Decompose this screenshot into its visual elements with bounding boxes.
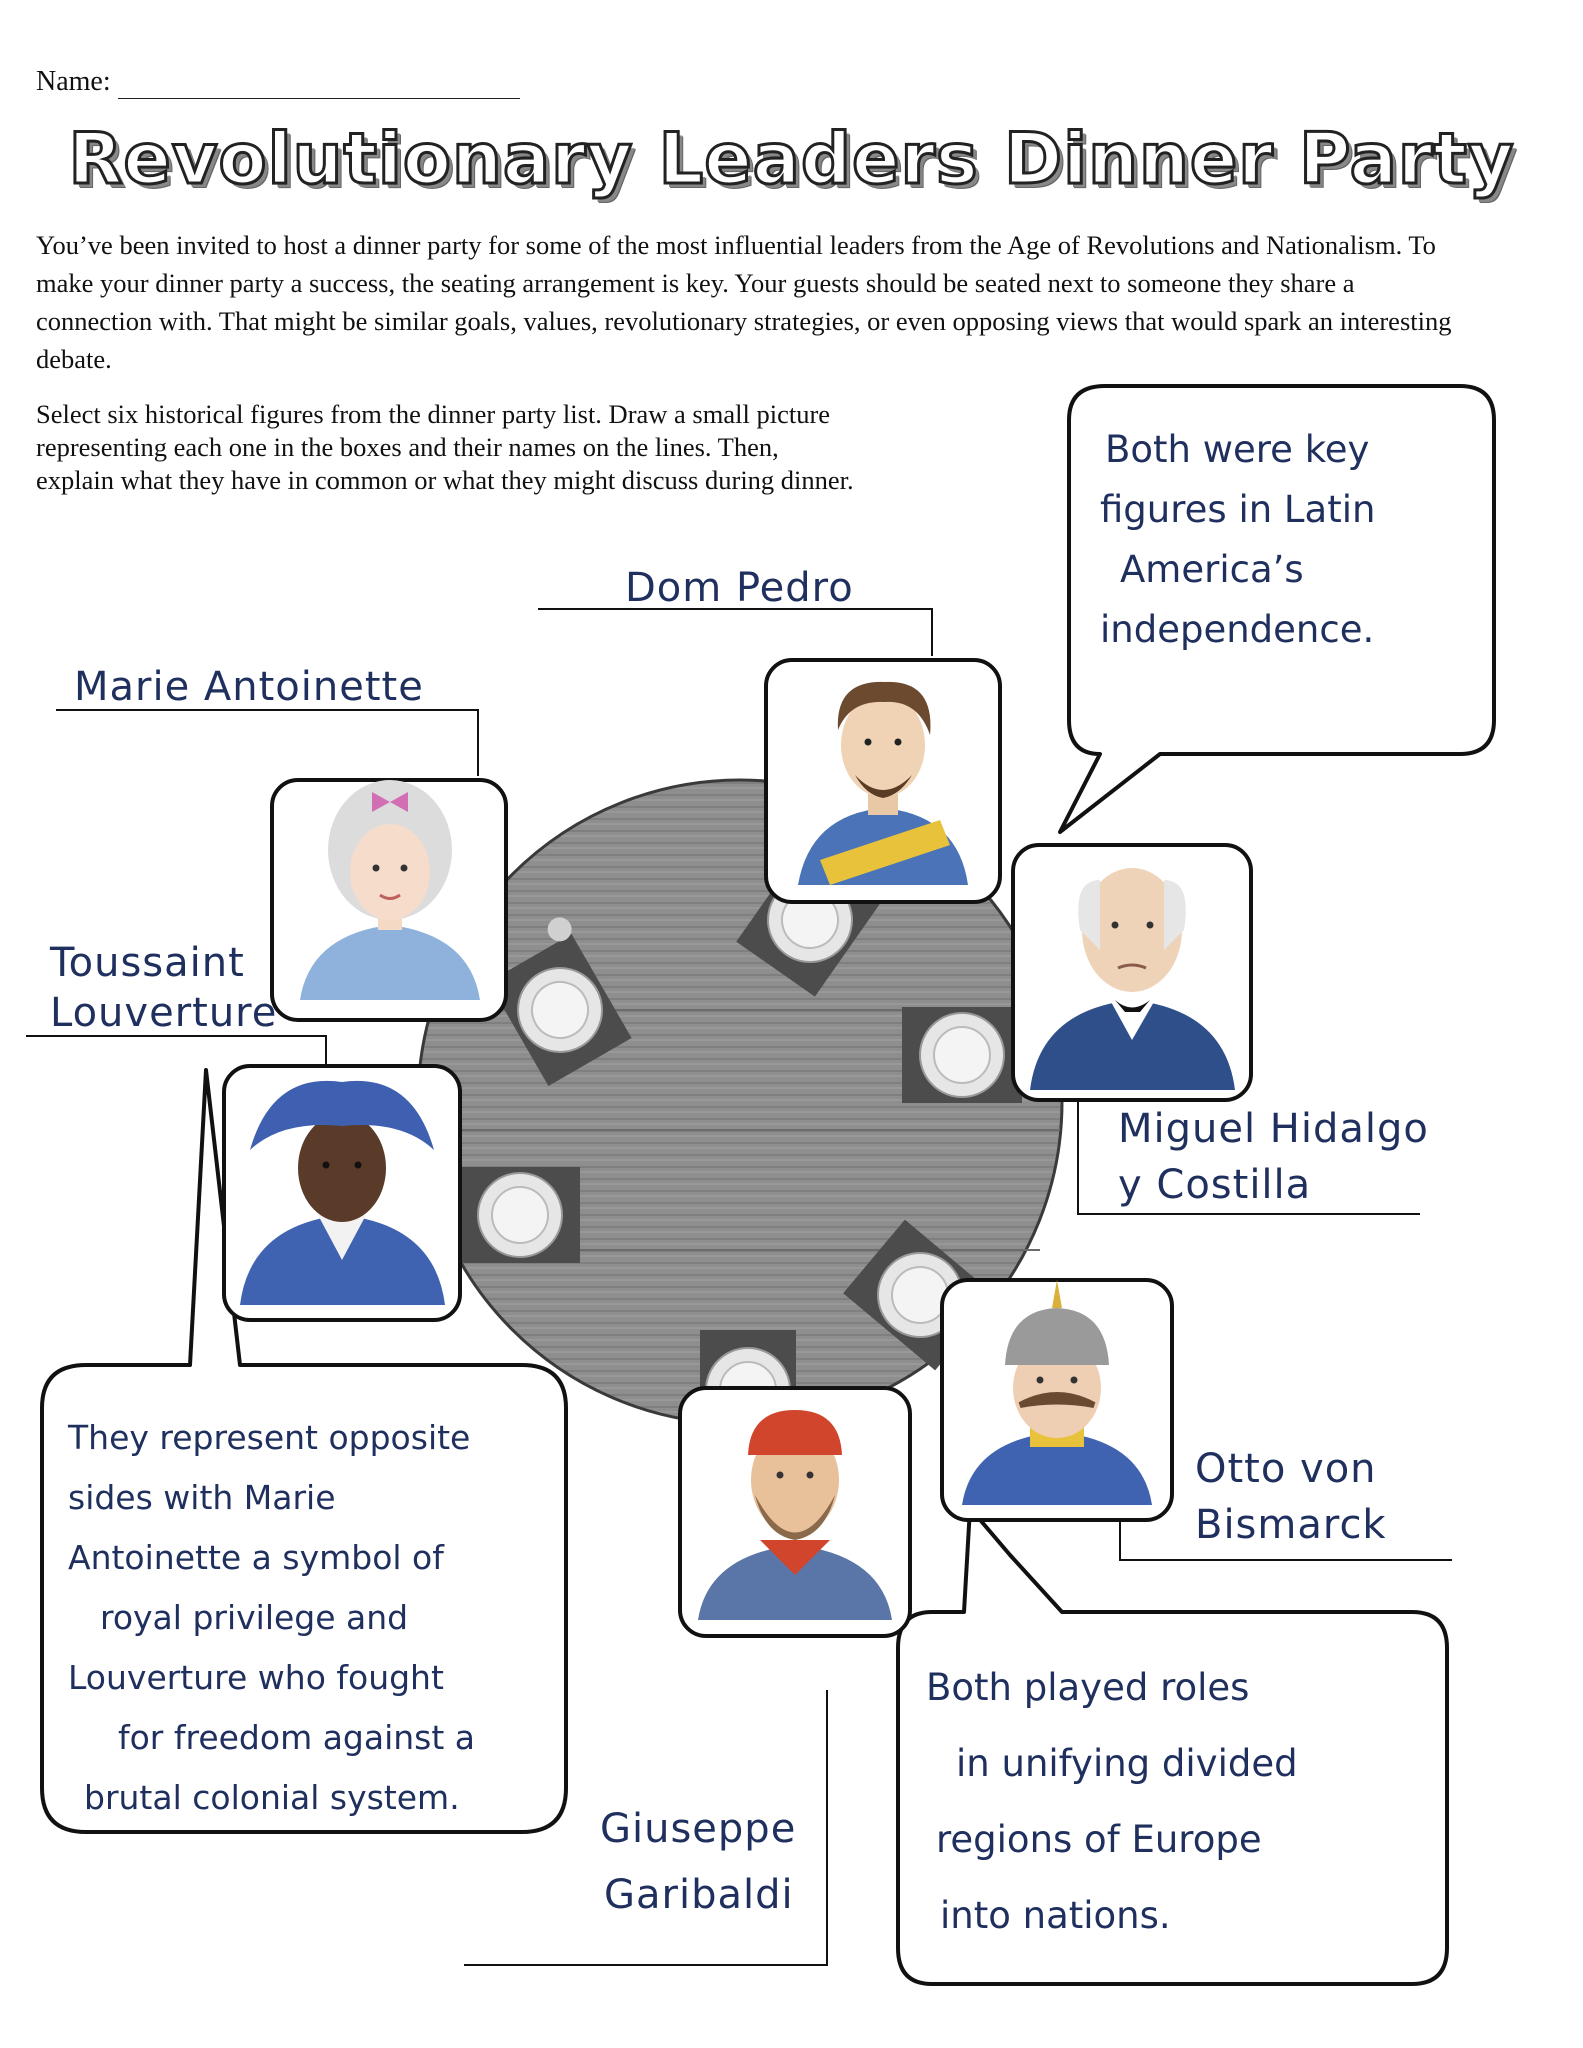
bubble-line: in unifying divided [956,1742,1298,1785]
guest-name-garibaldi-line2: Garibaldi [604,1872,794,1918]
bubble-line: Both played roles [926,1666,1250,1709]
bubble-latin-america-text [1100,420,1480,660]
guest-name-toussaint-line2: Louverture [50,990,278,1036]
guest-name-marie-antoinette: Marie Antoinette [74,664,424,710]
page-title: Revolutionary Leaders Dinner Party [68,118,1515,200]
bubble-opposites-text [68,1408,558,1828]
bubble-line: They represent opposite [68,1418,471,1457]
guest-name-bismarck-line1: Otto von [1195,1446,1377,1492]
bubble-line: into nations. [940,1894,1171,1937]
portrait-marie-antoinette[interactable] [272,780,506,1020]
place-setting-3 [902,1007,1022,1103]
marie-name-line[interactable] [56,710,478,776]
toussaint-name-line[interactable] [26,1036,326,1068]
intro-paragraph: You’ve been invited to host a dinner party for some of the most influential leaders from the Age of Revolutions and Nationalism. To make your dinner party a success, the seating arrangement is key. Your guests should be seated next to someone they share a connection with. That might be similar goals, values, revolutionary strategies, or even opposing views that would spark an interesting debate. [36,230,1452,374]
name-label: Name: [36,66,111,97]
portrait-toussaint-louverture[interactable] [224,1066,460,1320]
guest-name-toussaint-line1: Toussaint [50,940,245,986]
guest-name-bismarck-line2: Bismarck [1195,1502,1387,1548]
bubble-line: America’s [1120,548,1304,591]
bubble-line: Antoinette a symbol of [68,1538,444,1577]
bubble-line: regions of Europe [936,1818,1262,1861]
portrait-dom-pedro[interactable] [766,660,1000,902]
pedro-name-line[interactable] [538,609,932,656]
guest-name-hidalgo-line1: Miguel Hidalgo [1118,1106,1429,1152]
instructions-paragraph: Select six historical figures from the dinner party list. Draw a small picture representing each one in the boxes and their names on the lines. Then, explain what they have in common or what they might discuss during dinner. [36,399,854,495]
bubble-line: sides with Marie [68,1478,336,1517]
bubble-line: Louverture who fought [68,1658,444,1697]
portrait-otto-von-bismarck[interactable] [942,1280,1172,1520]
bubble-line: brutal colonial system. [84,1778,460,1817]
guest-name-hidalgo-line2: y Costilla [1118,1162,1312,1208]
bubble-line: royal privilege and [100,1598,409,1637]
bubble-europe-text [926,1650,1436,1954]
bubble-line: for freedom against a [118,1718,476,1757]
bubble-line: independence. [1100,608,1375,651]
bubble-line: Both were key [1105,428,1370,471]
guest-name-dom-pedro: Dom Pedro [625,565,854,611]
guest-name-garibaldi-line1: Giuseppe [600,1806,797,1852]
portrait-giuseppe-garibaldi[interactable] [680,1388,910,1636]
portrait-miguel-hidalgo[interactable] [1013,845,1251,1100]
bubble-line: figures in Latin [1100,488,1376,531]
